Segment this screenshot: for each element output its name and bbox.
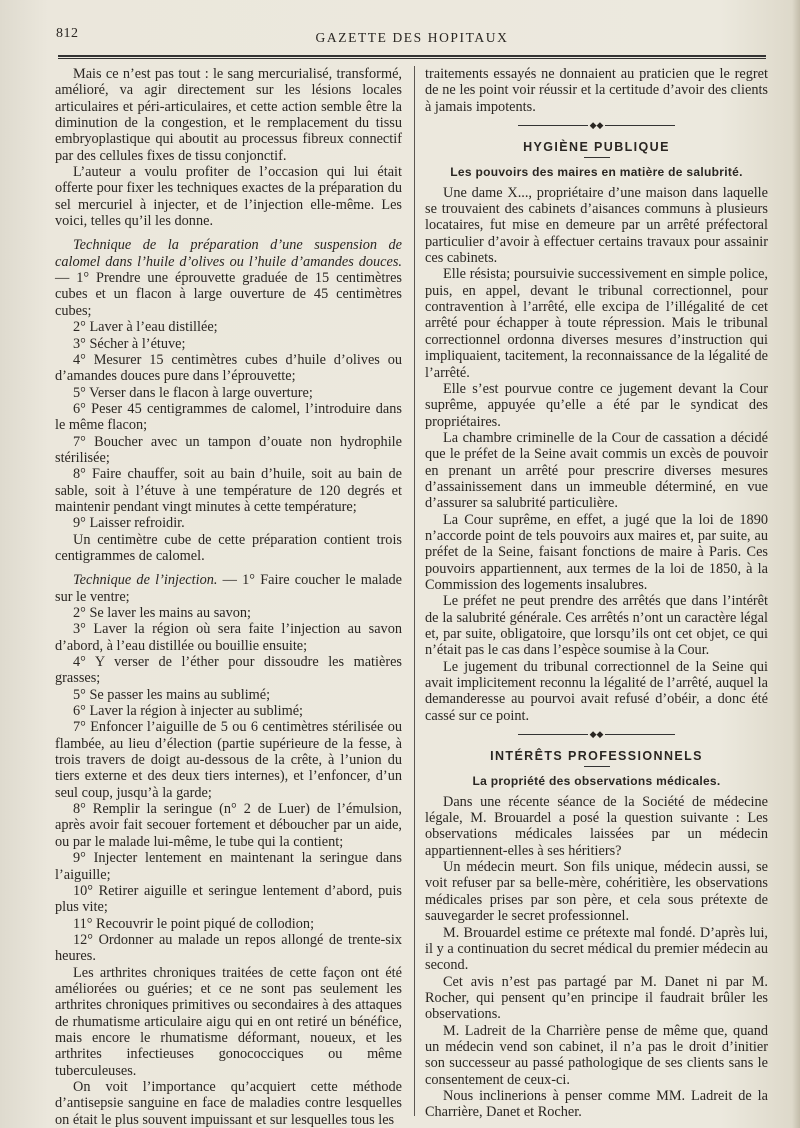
- paragraph: Dans une récente séance de la Société de médecine légale, M. Brouardel a posé la question suivante : Les observations médicales laissées par un médecin appartiennent-elles à ses héritiers?: [425, 793, 768, 859]
- paragraph: Les arthrites chroniques traitées de cette façon ont été améliorées ou guéries; et ce ne sont pas seulement les arthrites chroniques primitives ou secondaires à des attaques de rhumatisme articulaire aigu qui en ont retiré un bénéfice, mais encore le rhumatisme déformant, noueux, et les arthrites infectieuses gonococciques ou même tuberculeuses.: [55, 964, 402, 1079]
- page-number: 812: [56, 26, 79, 41]
- section-title-professional: INTÉRÊTS PROFESSIONNELS: [490, 749, 703, 764]
- prep-technique-title: Technique de la préparation d’une suspension de calomel dans l’huile d’olives ou l’huile d’amandes douces.: [55, 237, 402, 270]
- paragraph: La chambre criminelle de la Cour de cassation a décidé que le préfet de la Seine avait commis un excès de pouvoir en prenant un arrêté pour prescrire diverses mesures d’assainissement dans un immeuble déterminé, en vue d’assurer sa salubrité particulière.: [425, 429, 768, 512]
- injection-step: 7° Enfoncer l’aiguille de 5 ou 6 centimètres stérilisée ou flambée, au lieu d’élection (partie supérieure de la fesse, à trois travers de doigt au-dessous de la crête, à l’union du tiers externe et des deux tiers internes), et l’enfoncer, d’un seul coup, jusqu’à la garde;: [55, 719, 402, 801]
- paragraph: La Cour suprême, en effet, a jugé que la loi de 1890 n’accorde point de tels pouvoirs aux maires et, par suite, au préfet de la Seine, faisant fonctions de maire à Paris. Ces pouvoirs appartiennent, aux termes de la loi de 1850, à la Commission des logements insalubres.: [425, 511, 768, 593]
- article-subtitle: Les pouvoirs des maires en matière de salubrité.: [450, 165, 743, 180]
- injection-technique-paragraph: [55, 572, 402, 605]
- paragraph: Cet avis n’est pas partagé par M. Danet ni par M. Rocher, qui pensent qu’en principe il faudrait brûler les observations.: [425, 973, 768, 1023]
- injection-step: — 1° Faire coucher le malade sur le ventre;: [55, 572, 403, 605]
- paragraph: L’auteur a voulu profiter de l’occasion qui lui était offerte pour fixer les techniques exactes de la préparation du sel mercuriel à injecter, et de l’injection elle-même. Les voici, telles qu’il les donne.: [55, 164, 402, 230]
- journal-title: GAZETTE DES HOPITAUX: [315, 30, 509, 45]
- left-column: [55, 66, 402, 1128]
- prep-step: 5° Verser dans le flacon à large ouverture;: [73, 384, 313, 401]
- column-divider: [414, 66, 415, 1116]
- section-ornament: ◆◆: [425, 119, 768, 131]
- injection-step: 5° Se passer les mains au sublimé;: [73, 686, 271, 703]
- prep-step: — 1° Prendre une éprouvette graduée de 15 centimètres cubes et un flacon à large ouverture de 45 centimètres cubes;: [55, 270, 402, 319]
- paragraph: Le jugement du tribunal correctionnel de la Seine qui avait implicitement reconnu la légalité de l’arrêté, auquel la demanderesse au pourvoi avait refusé d’obéir, a donc été cassé sur ce point.: [425, 658, 768, 724]
- prep-step: 6° Peser 45 centigrammes de calomel, l’introduire dans le même flacon;: [55, 400, 402, 434]
- paragraph: traitements essayés ne donnaient au praticien que le regret de ne les point voir réussir et la certitude d’avoir des clients à jamais impotents.: [425, 66, 768, 115]
- paragraph: On voit l’importance qu’acquiert cette méthode d’antisepsie sanguine en face de maladies contre lesquelles on était le plus souvent impuissant et sur lesquelles tous les: [55, 1078, 402, 1128]
- prep-step: 2° Laver à l’eau distillée;: [73, 319, 218, 336]
- section-title-hygiene: HYGIÈNE PUBLIQUE: [523, 140, 670, 155]
- paragraph: Elle s’est pourvue contre ce jugement devant la Cour suprême, appuyée qu’elle a été par le syndicat des propriétaires.: [425, 380, 768, 430]
- prep-step: 3° Sécher à l’étuve;: [73, 335, 186, 352]
- injection-step: 8° Remplir la seringue (n° 2 de Luer) de l’émulsion, après avoir fait secouer fortement et déboucher par un aide, ou par le malade lui-même, le tube qui la contient;: [55, 801, 402, 850]
- paragraph: Mais ce n’est pas tout : le sang mercurialisé, transformé, amélioré, va agir directement sur les lésions locales articulaires et péri-articulaires, et cette action semble être la diminution de la congestion, et le remplacement du tissu embryoplastique qui aboutit au processus fibreux connectif par des cellules fixes de tissu conjonctif.: [55, 66, 402, 164]
- injection-step: 2° Se laver les mains au savon;: [73, 605, 252, 621]
- injection-technique-title: Technique de l’injection.: [73, 572, 218, 589]
- paragraph: Un médecin meurt. Son fils unique, médecin aussi, se voit refuser par sa belle-mère, cohéritière, les observations médicales prises par son père, et cela sous prétexte de sauvegarder le secret professionnel.: [425, 859, 768, 925]
- paragraph: Un centimètre cube de cette préparation contient trois centigrammes de calomel.: [55, 531, 402, 564]
- section-ornament: ◆◆: [425, 728, 768, 740]
- page-header: [56, 26, 768, 50]
- paragraph: Le préfet ne peut prendre des arrêtés que dans l’intérêt de la salubrité générale. Ces arrêtés n’ont un caractère légal et, par suite, obligatoire, que lorsqu’ils ont cet objet, ce qui n’était pas le cas dans l’espèce soumise à la Cour.: [425, 593, 768, 659]
- paragraph: M. Ladreit de la Charrière pense de même que, quand un médecin vend son cabinet, il n’a pas le droit d’initier son successeur au passé pathologique de ses clients sans le consentement de ceux-ci.: [425, 1022, 768, 1088]
- paragraph: Une dame X..., propriétaire d’une maison dans laquelle se trouvaient des cabinets d’aisances communs à plusieurs locataires, fut mise en demeure par un arrêté préfectoral particulier d’avoir à effectuer certains travaux pour assainir ces cabinets.: [425, 184, 768, 267]
- prep-step: 8° Faire chauffer, soit au bain d’huile, soit au bain de sable, soit à l’étuve à une température de 120 degrés et maintenir pendant vingt minutes à cette température;: [55, 466, 402, 515]
- prep-technique-paragraph: [55, 237, 402, 319]
- prep-step: 7° Boucher avec un tampon d’ouate non hydrophile stérilisée;: [55, 433, 402, 466]
- injection-step: 10° Retirer aiguille et seringue lentement d’abord, puis plus vite;: [55, 882, 402, 916]
- injection-step: 6° Laver la région à injecter au sublimé;: [73, 703, 304, 720]
- article-subtitle: La propriété des observations médicales.: [472, 774, 721, 789]
- short-rule: [584, 157, 610, 158]
- header-rule: [58, 55, 766, 59]
- injection-step: 12° Ordonner au malade un repos allongé de trente-six heures.: [55, 931, 402, 965]
- paragraph: Elle résista; poursuivie successivement en simple police, puis, en appel, devant le tribunal correctionnel, pour contravention à l’arrêté, elle excipa de l’illégalité de cet arrêté pour échapper à toute répression. Mais le tribunal correctionnel ordonna diverses mesures d’instruction qui impliquaient, tacitement, la reconnaissance de la légalité de l’arrêté.: [425, 266, 768, 381]
- paragraph: M. Brouardel estime ce prétexte mal fondé. D’après lui, il y a continuation du secret médical du premier médecin au second.: [425, 924, 768, 974]
- short-rule: [584, 766, 610, 767]
- right-column: [425, 66, 768, 1121]
- paragraph: Nous inclinerions à penser comme MM. Ladreit de la Charrière, Danet et Rocher.: [425, 1087, 768, 1121]
- prep-step: 9° Laisser refroidir.: [73, 515, 185, 532]
- injection-step: 11° Recouvrir le point piqué de collodion;: [73, 915, 315, 932]
- injection-step: 4° Y verser de l’éther pour dissoudre les matières grasses;: [55, 654, 402, 687]
- injection-step: 3° Laver la région où sera faite l’injection au savon d’abord, à l’eau distillée ou bouillie ensuite;: [55, 621, 402, 654]
- prep-step: 4° Mesurer 15 centimètres cubes d’huile d’olives ou d’amandes douces pure dans l’éprouvette;: [55, 351, 402, 385]
- injection-step: 9° Injecter lentement en maintenant la seringue dans l’aiguille;: [55, 850, 402, 883]
